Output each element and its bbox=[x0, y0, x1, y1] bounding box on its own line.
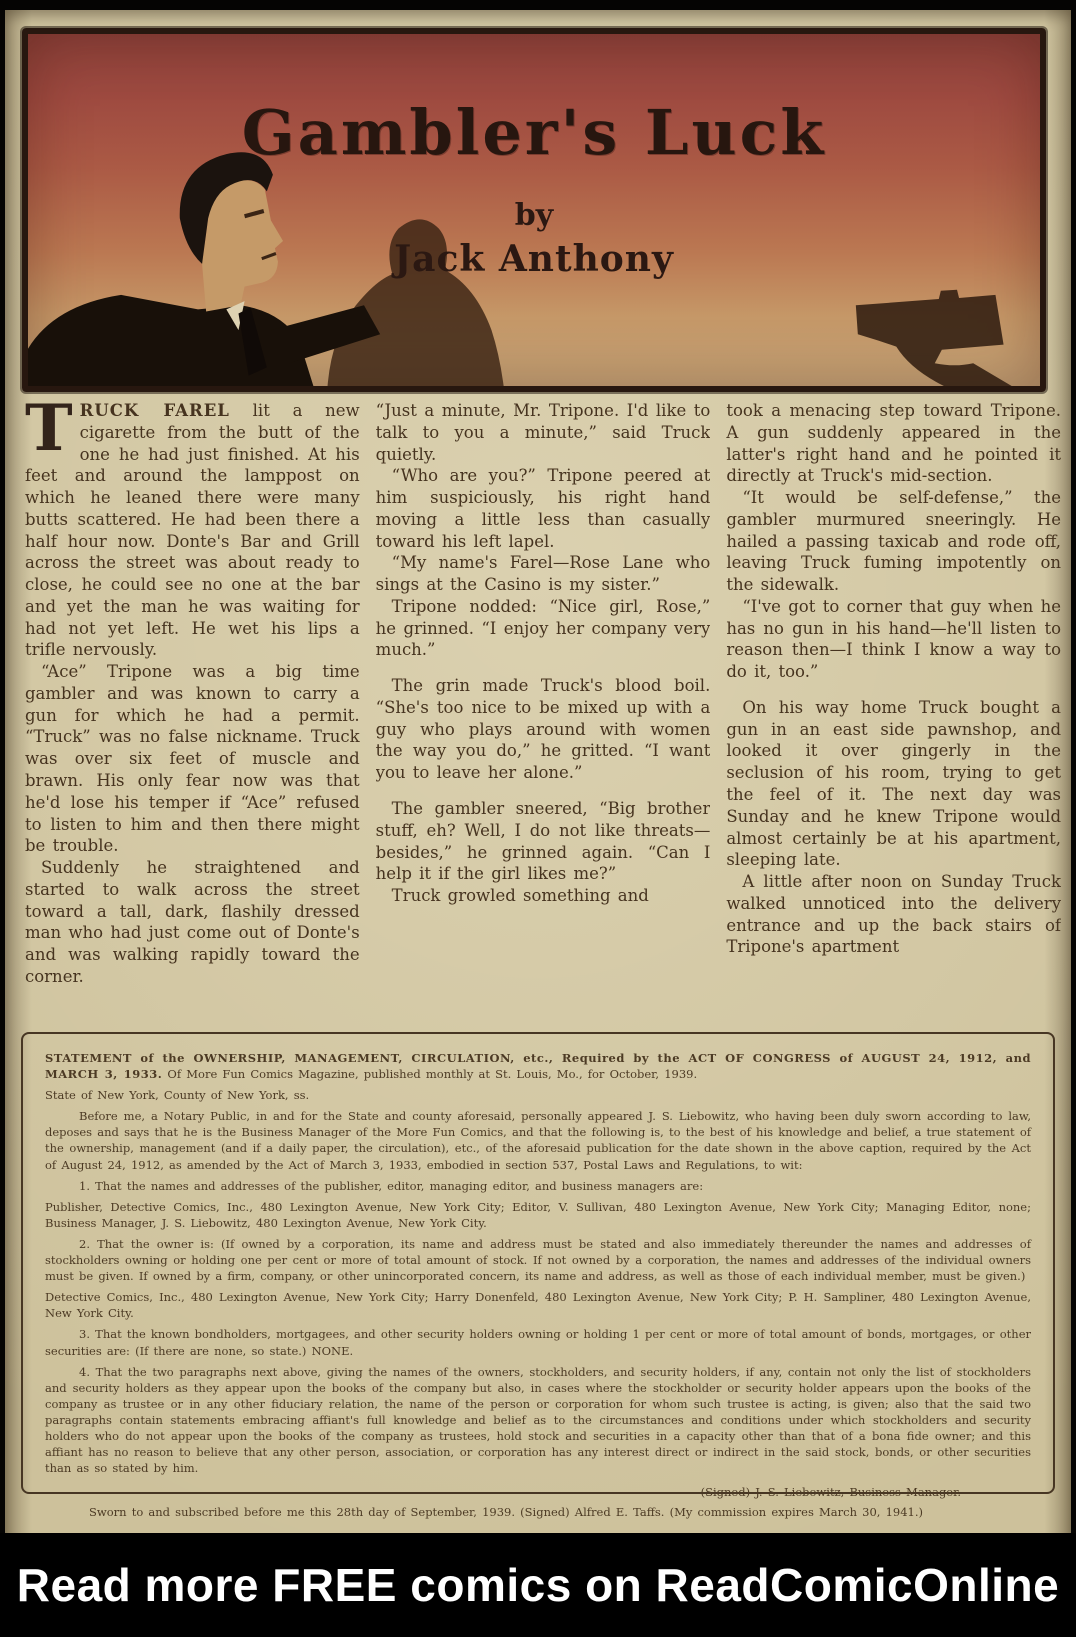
dropcap-letter: T bbox=[25, 400, 73, 466]
story-paragraph: “My name's Farel—Rose Lane who sings at the Casino is my sister.” bbox=[375, 553, 711, 595]
statement-paragraph: 4. That the two paragraphs next above, giving the names of the owners, stockholders, and security holders, if any, contain not only the list of stockholders and security holders as they appear upon the books of the company but also, in cases where the stockholder or security holder appears upon the books of the company as trustee or in any other fiduciary relation, the name of the person or corporation for whom such trustee is acting, is given; also that the said two paragraphs contain statements embracing affiant's full knowledge and belief as to the circumstances and conditions under which stockholders and security holders who do not appear upon the books of the company as trustees, hold stock and securities in a capacity other than that of a bona fide owner; and this affiant has no reason to believe that any other person, association, or corporation has any interest direct or indirect in the said stock, bonds, or other securities than as so stated by him. bbox=[45, 1364, 1031, 1476]
story-column-3 bbox=[726, 400, 1061, 1018]
site-banner bbox=[0, 1533, 1076, 1637]
story-paragraph: Suddenly he straightened and started to walk across the street toward a tall, dark, flashily dressed man who had just come out of Donte's and was walking rapidly toward the corner. bbox=[25, 858, 360, 986]
statement-paragraph: Detective Comics, Inc., 480 Lexington Avenue, New York City; Harry Donenfeld, 480 Lexington Avenue, New York City; P. H. Sampliner, 480 Lexington Avenue, New York City. bbox=[45, 1290, 1031, 1321]
statement-paragraph: 1. That the names and addresses of the publisher, editor, managing editor, and business managers are: bbox=[79, 1178, 704, 1193]
story-paragraph: “Ace” Tripone was a big time gambler and was known to carry a gun for which he had a permit. “Truck” was no false nickname. Truck was over six feet of muscle and brawn. His only fear now was that he'd lose his temper if “Ace” refused to listen to him and then there might be trouble. bbox=[25, 662, 360, 856]
story-paragraph: On his way home Truck bought a gun in an east side pawnshop, and looked it over gingerly in the seclusion of his room, trying to get the feel of it. The next day was Sunday and he knew Tripone would almost certainly be at his apartment, sleeping late. bbox=[726, 697, 1062, 870]
read-more-comics-link[interactable]: Read more FREE comics on ReadComicOnline bbox=[16, 1559, 1060, 1611]
statement-of-ownership-box bbox=[21, 1032, 1055, 1520]
story-paragraph: “Just a minute, Mr. Tripone. I'd like to talk to you a minute,” said Truck quietly. bbox=[375, 401, 711, 464]
story-paragraph: took a menacing step toward Tripone. A gun suddenly appeared in the latter's right hand and he pointed it directly at Truck's mid-section. bbox=[726, 401, 1062, 486]
story-paragraph: A little after noon on Sunday Truck walked unnoticed into the delivery entrance and up the back stairs of Tripone's apartment bbox=[726, 872, 1062, 957]
statement-paragraph: 2. That the owner is: (If owned by a corporation, its name and address must be stated and also immediately thereunder the names and addresses of stockholders owning or holding one per cent or more of total amount of stock. If not owned by a corporation, the names and addresses of the individual owners must be given. If owned by a firm, company, or other unincorporated concern, its name and address, as well as those of each individual member, must be given.) bbox=[45, 1236, 1031, 1284]
statement-heading-rest: Of More Fun Comics Magazine, published monthly at St. Louis, Mo., for October, 1939. bbox=[162, 1067, 698, 1082]
story-paragraph: The grin made Truck's blood boil. “She's too nice to be mixed up with a guy who plays around with women the way you do,” he gritted. “I want you to leave her alone.” bbox=[375, 676, 711, 783]
story-paragraph: Truck growled something and bbox=[391, 886, 649, 906]
title-panel bbox=[22, 28, 1046, 392]
byline: by bbox=[514, 198, 554, 233]
story-paragraph: “Who are you?” Tripone peered at him suspiciously, his right hand moving a little less than casually toward his left lapel. bbox=[375, 466, 711, 551]
statement-paragraph: 3. That the known bondholders, mortgagees, and other security holders owning or holding 1 per cent or more of total amount of bonds, mortgages, or other securities are: (If there are none, so state.) NONE. bbox=[45, 1327, 1031, 1358]
story-column-1 bbox=[25, 400, 360, 1018]
lead-words: RUCK FAREL bbox=[79, 401, 230, 420]
story-paragraph: “I've got to corner that guy when he has no gun in his hand—he'll listen to reason then—I think I know a way to do it, too.” bbox=[726, 596, 1062, 682]
story-paragraph: “It would be self-defense,” the gambler murmured sneeringly. He hailed a passing taxicab and rode off, leaving Truck fuming impotently on the sidewalk. bbox=[726, 488, 1062, 595]
story-title: Gambler's Luck bbox=[241, 96, 827, 169]
gun-shadow-icon bbox=[856, 290, 1012, 386]
story-paragraph: The gambler sneered, “Big brother stuff, eh? Well, I do not like threats—besides,” he grinned again. “Can I help it if the girl likes me?” bbox=[375, 799, 711, 884]
statement-state-line: State of New York, County of New York, ss. bbox=[45, 1088, 310, 1103]
story-column-2 bbox=[376, 400, 711, 1018]
statement-heading-bold: STATEMENT of the OWNERSHIP, MANAGEMENT, CIRCULATION, etc., Required by the ACT OF CONGRESS of AUGUST 24, 1912, and MARCH 3, 1933. bbox=[45, 1051, 1031, 1082]
story-paragraph: Tripone nodded: “Nice girl, Rose,” he grinned. “I enjoy her company very much.” bbox=[375, 596, 711, 660]
statement-paragraph: Publisher, Detective Comics, Inc., 480 Lexington Avenue, New York City; Editor, V. Sullivan, 480 Lexington Avenue, New York City; Managing Editor, none; Business Manager, J. S. Liebowitz, 480 Lexington Avenue, New York City. bbox=[45, 1199, 1031, 1230]
statement-heading bbox=[45, 1050, 1031, 1082]
statement-sworn-line: Sworn to and subscribed before me this 28th day of September, 1939. (Signed) Alfred E. Taffs. (My commission expires March 30, 1941.) bbox=[89, 1505, 923, 1520]
story-text-area bbox=[25, 400, 1061, 1018]
paper-background bbox=[5, 10, 1071, 1637]
statement-signed-line: (Signed) J. S. Liebowitz, Business Manager. bbox=[700, 1485, 961, 1500]
story-paragraph: TRUCK FAREL lit a new cigarette from the butt of the one he had just finished. At his feet and around the lamppost on which he leaned there were many butts scattered. He had been there a half hour now. Donte's Bar and Grill across the street was about ready to close, he could see no one at the bar and yet the man he was waiting for had not yet left. He wet his lips a trifle nervously. bbox=[25, 400, 360, 660]
author-name: Jack Anthony bbox=[394, 238, 674, 280]
statement-paragraph: Before me, a Notary Public, in and for the State and county aforesaid, personally appeared J. S. Liebowitz, who having been duly sworn according to law, deposes and says that he is the Business Manager of the More Fun Comics, and that the following is, to the best of his knowledge and belief, a true statement of the ownership, management (and if a daily paper, the circulation), etc., of the aforesaid publication for the date shown in the above caption, required by the Act of August 24, 1912, as amended by the Act of March 3, 1933, embodied in section 537, Postal Laws and Regulations, to wit: bbox=[45, 1109, 1031, 1172]
